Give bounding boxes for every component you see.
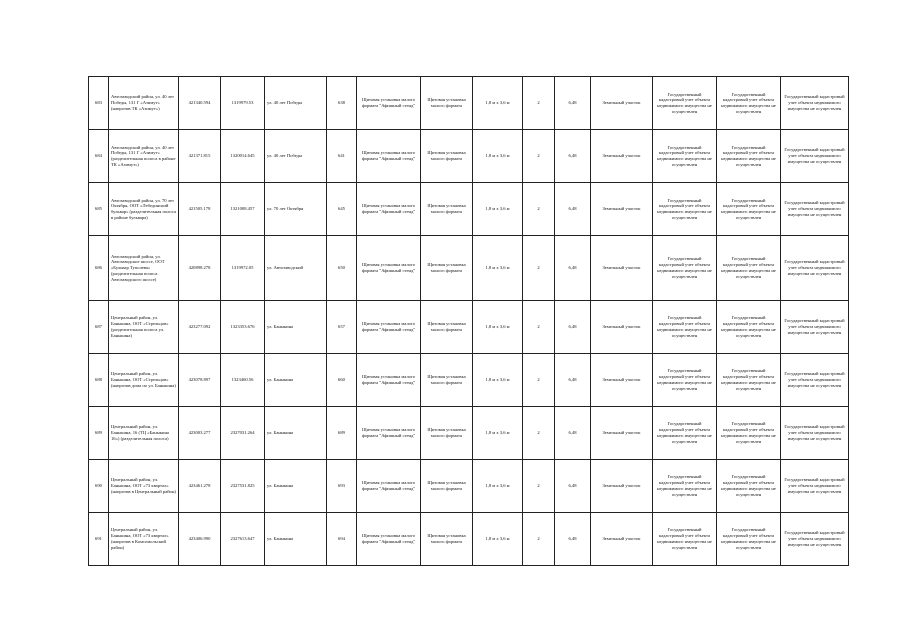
area-cell: 6,48	[555, 77, 591, 130]
placement-id-cell: 645	[327, 183, 357, 236]
placement-id-cell: 689	[327, 406, 357, 459]
structure-form-cell: Щитовая установка малого формата	[421, 459, 473, 512]
coord-x-cell: 423003.277	[179, 406, 221, 459]
table-row	[89, 512, 849, 565]
coord-y-cell: 1319972.05	[221, 236, 265, 301]
land-type-cell: Земельный участок	[591, 300, 653, 353]
row-number-cell: 688	[89, 353, 109, 406]
coord-x-cell: 423277.092	[179, 300, 221, 353]
address-cell: Центральный район, ул. Баныкина, ООТ «Стрельцов» (напротив дома по ул. Баныкина)	[109, 353, 179, 406]
address-cell: Автозаводский район, ул. 40 лет Победы, 131 Г «Азимут» (напротив ТК «Азимут»)	[109, 77, 179, 130]
cadastral-status-cell: Государственный кадастровый учет объекта недвижимого имущества не осуществлен	[717, 77, 781, 130]
coord-x-cell: 421371.815	[179, 130, 221, 183]
area-cell: 6,48	[555, 353, 591, 406]
table-body	[89, 77, 849, 566]
structure-form-cell: Щитовая установка малого формата	[421, 300, 473, 353]
coord-y-cell: 2327613.647	[221, 512, 265, 565]
cadastral-status-cell: Государственный кадастровый учет объекта недвижимого имущества не осуществлен	[653, 77, 717, 130]
advertising-register-table	[88, 76, 849, 566]
street-cell: ул. Баныкина	[265, 300, 327, 353]
table-row	[89, 183, 849, 236]
placement-id-cell: 693	[327, 459, 357, 512]
structure-form-cell: Щитовая установка малого формата	[421, 77, 473, 130]
cadastral-status-cell: Государственный кадастровый учет объекта недвижимого имущества не осуществлен	[781, 130, 849, 183]
land-type-cell: Земельный участок	[591, 236, 653, 301]
faces-count-cell: 2	[523, 300, 555, 353]
street-cell: ул. Баныкина	[265, 353, 327, 406]
structure-type-cell: Щитовая установка малого формата "Афишный стенд"	[357, 353, 421, 406]
structure-type-cell: Щитовая установка малого формата "Афишный стенд"	[357, 459, 421, 512]
cadastral-status-cell: Государственный кадастровый учет объекта недвижимого имущества не осуществлен	[717, 183, 781, 236]
table-row	[89, 130, 849, 183]
cadastral-status-cell: Государственный кадастровый учет объекта недвижимого имущества не осуществлен	[781, 353, 849, 406]
cadastral-status-cell: Государственный кадастровый учет объекта недвижимого имущества не осуществлен	[653, 406, 717, 459]
address-cell: Автозаводский район, ул. 70 лет Октября, ООТ «Лебединский бульвар» (разделительная полоса в районе бульвара)	[109, 183, 179, 236]
structure-form-cell: Щитовая установка малого формата	[421, 183, 473, 236]
size-cell: 1,8 м х 3,6 м	[473, 236, 523, 301]
address-cell: Автозаводский район, ул. Автозаводское шоссе, ООТ «Бульвар Туполева» (разделительная полоса Автозаводского шоссе)	[109, 236, 179, 301]
cadastral-status-cell: Государственный кадастровый учет объекта недвижимого имущества не осуществлен	[717, 406, 781, 459]
cadastral-status-cell: Государственный кадастровый учет объекта недвижимого имущества не осуществлен	[653, 130, 717, 183]
coord-x-cell: 423406.990	[179, 512, 221, 565]
land-type-cell: Земельный участок	[591, 77, 653, 130]
structure-form-cell: Щитовая установка малого формата	[421, 130, 473, 183]
street-cell: ул. Автозаводский	[265, 236, 327, 301]
size-cell: 1,8 м х 3,6 м	[473, 300, 523, 353]
street-cell: ул. Баныкина	[265, 406, 327, 459]
cadastral-status-cell: Государственный кадастровый учет объекта недвижимого имущества не осуществлен	[717, 236, 781, 301]
row-number-cell: 689	[89, 406, 109, 459]
size-cell: 1,8 м х 3,6 м	[473, 459, 523, 512]
area-cell: 6,48	[555, 130, 591, 183]
area-cell: 6,48	[555, 300, 591, 353]
coord-y-cell: 1321008.457	[221, 183, 265, 236]
street-cell: ул. Баныкина	[265, 459, 327, 512]
structure-type-cell: Щитовая установка малого формата "Афишный стенд"	[357, 130, 421, 183]
faces-count-cell: 2	[523, 459, 555, 512]
area-cell: 6,48	[555, 512, 591, 565]
coord-x-cell: 423461.278	[179, 459, 221, 512]
structure-type-cell: Щитовая установка малого формата "Афишный стенд"	[357, 183, 421, 236]
size-cell: 1,8 м х 3,6 м	[473, 77, 523, 130]
structure-type-cell: Щитовая установка малого формата "Афишный стенд"	[357, 236, 421, 301]
address-cell: Центральный район, ул. Баныкина, ООТ «Стрельцов» (разделительная полоса ул. Баныкина)	[109, 300, 179, 353]
coord-y-cell: 1320014.645	[221, 130, 265, 183]
cadastral-status-cell: Государственный кадастровый учет объекта недвижимого имущества не осуществлен	[653, 512, 717, 565]
area-cell: 6,48	[555, 459, 591, 512]
address-cell: Автозаводский район, ул. 40 лет Победы, 131 Г «Азимут» (разделительная полоса в районе ТК «Азимут»)	[109, 130, 179, 183]
placement-id-cell: 638	[327, 77, 357, 130]
table-row	[89, 300, 849, 353]
coord-y-cell: 2327531.825	[221, 459, 265, 512]
size-cell: 1,8 м х 3,6 м	[473, 130, 523, 183]
faces-count-cell: 2	[523, 130, 555, 183]
row-number-cell: 683	[89, 77, 109, 130]
cadastral-status-cell: Государственный кадастровый учет объекта недвижимого имущества не осуществлен	[653, 353, 717, 406]
size-cell: 1,8 м х 3,6 м	[473, 406, 523, 459]
structure-form-cell: Щитовая установка малого формата	[421, 236, 473, 301]
land-type-cell: Земельный участок	[591, 512, 653, 565]
address-cell: Центральный район, ул. Баныкина, ООТ «73 квартал» (напротив в Центральный район)	[109, 459, 179, 512]
placement-id-cell: 660	[327, 353, 357, 406]
cadastral-status-cell: Государственный кадастровый учет объекта недвижимого имущества не осуществлен	[781, 183, 849, 236]
cadastral-status-cell: Государственный кадастровый учет объекта недвижимого имущества не осуществлен	[781, 77, 849, 130]
structure-type-cell: Щитовая установка малого формата "Афишный стенд"	[357, 406, 421, 459]
faces-count-cell: 2	[523, 236, 555, 301]
table-row	[89, 353, 849, 406]
placement-id-cell: 694	[327, 512, 357, 565]
cadastral-status-cell: Государственный кадастровый учет объекта недвижимого имущества не осуществлен	[717, 512, 781, 565]
size-cell: 1,8 м х 3,6 м	[473, 353, 523, 406]
land-type-cell: Земельный участок	[591, 353, 653, 406]
land-type-cell: Земельный участок	[591, 130, 653, 183]
cadastral-status-cell: Государственный кадастровый учет объекта недвижимого имущества не осуществлен	[717, 130, 781, 183]
table-row	[89, 77, 849, 130]
coord-x-cell: 423078.897	[179, 353, 221, 406]
cadastral-status-cell: Государственный кадастровый учет объекта недвижимого имущества не осуществлен	[781, 300, 849, 353]
cadastral-status-cell: Государственный кадастровый учет объекта недвижимого имущества не осуществлен	[717, 459, 781, 512]
structure-type-cell: Щитовая установка малого формата "Афишный стенд"	[357, 512, 421, 565]
area-cell: 6,48	[555, 183, 591, 236]
street-cell: ул. 40 лет Победы	[265, 130, 327, 183]
table-row	[89, 459, 849, 512]
area-cell: 6,48	[555, 406, 591, 459]
size-cell: 1,8 м х 3,6 м	[473, 512, 523, 565]
land-type-cell: Земельный участок	[591, 459, 653, 512]
coord-y-cell: 2327031.264	[221, 406, 265, 459]
cadastral-status-cell: Государственный кадастровый учет объекта недвижимого имущества не осуществлен	[653, 300, 717, 353]
coord-x-cell: 421340.594	[179, 77, 221, 130]
row-number-cell: 686	[89, 236, 109, 301]
size-cell: 1,8 м х 3,6 м	[473, 183, 523, 236]
street-cell: ул. 70 лет Октября	[265, 183, 327, 236]
address-cell: Центральный район, ул. Баныкина, 16 (ТЦ «Баныкина 16») (разделительная полоса)	[109, 406, 179, 459]
address-cell: Центральный район, ул. Баныкина, ООТ «73 квартал» (напротив в Комсомольский район)	[109, 512, 179, 565]
coord-y-cell: 1319979.53	[221, 77, 265, 130]
structure-type-cell: Щитовая установка малого формата "Афишный стенд"	[357, 300, 421, 353]
faces-count-cell: 2	[523, 406, 555, 459]
cadastral-status-cell: Государственный кадастровый учет объекта недвижимого имущества не осуществлен	[717, 300, 781, 353]
row-number-cell: 684	[89, 130, 109, 183]
table-row	[89, 406, 849, 459]
row-number-cell: 687	[89, 300, 109, 353]
placement-id-cell: 650	[327, 236, 357, 301]
row-number-cell: 685	[89, 183, 109, 236]
coord-x-cell: 421505.178	[179, 183, 221, 236]
structure-form-cell: Щитовая установка малого формата	[421, 512, 473, 565]
cadastral-status-cell: Государственный кадастровый учет объекта недвижимого имущества не осуществлен	[653, 459, 717, 512]
table-row	[89, 236, 849, 301]
structure-form-cell: Щитовая установка малого формата	[421, 406, 473, 459]
faces-count-cell: 2	[523, 512, 555, 565]
coord-y-cell: 1323460.56	[221, 353, 265, 406]
faces-count-cell: 2	[523, 183, 555, 236]
land-type-cell: Земельный участок	[591, 183, 653, 236]
row-number-cell: 690	[89, 459, 109, 512]
faces-count-cell: 2	[523, 353, 555, 406]
structure-type-cell: Щитовая установка малого формата "Афишный стенд"	[357, 77, 421, 130]
placement-id-cell: 657	[327, 300, 357, 353]
cadastral-status-cell: Государственный кадастровый учет объекта недвижимого имущества не осуществлен	[781, 406, 849, 459]
cadastral-status-cell: Государственный кадастровый учет объекта недвижимого имущества не осуществлен	[781, 459, 849, 512]
faces-count-cell: 2	[523, 77, 555, 130]
row-number-cell: 691	[89, 512, 109, 565]
cadastral-status-cell: Государственный кадастровый учет объекта недвижимого имущества не осуществлен	[781, 236, 849, 301]
structure-form-cell: Щитовая установка малого формата	[421, 353, 473, 406]
placement-id-cell: 641	[327, 130, 357, 183]
cadastral-status-cell: Государственный кадастровый учет объекта недвижимого имущества не осуществлен	[653, 236, 717, 301]
cadastral-status-cell: Государственный кадастровый учет объекта недвижимого имущества не осуществлен	[781, 512, 849, 565]
area-cell: 6,48	[555, 236, 591, 301]
coord-x-cell: 420898.278	[179, 236, 221, 301]
land-type-cell: Земельный участок	[591, 406, 653, 459]
cadastral-status-cell: Государственный кадастровый учет объекта недвижимого имущества не осуществлен	[653, 183, 717, 236]
street-cell: ул. 40 лет Победы	[265, 77, 327, 130]
street-cell: ул. Баныкина	[265, 512, 327, 565]
coord-y-cell: 1323353.676	[221, 300, 265, 353]
cadastral-status-cell: Государственный кадастровый учет объекта недвижимого имущества не осуществлен	[717, 353, 781, 406]
